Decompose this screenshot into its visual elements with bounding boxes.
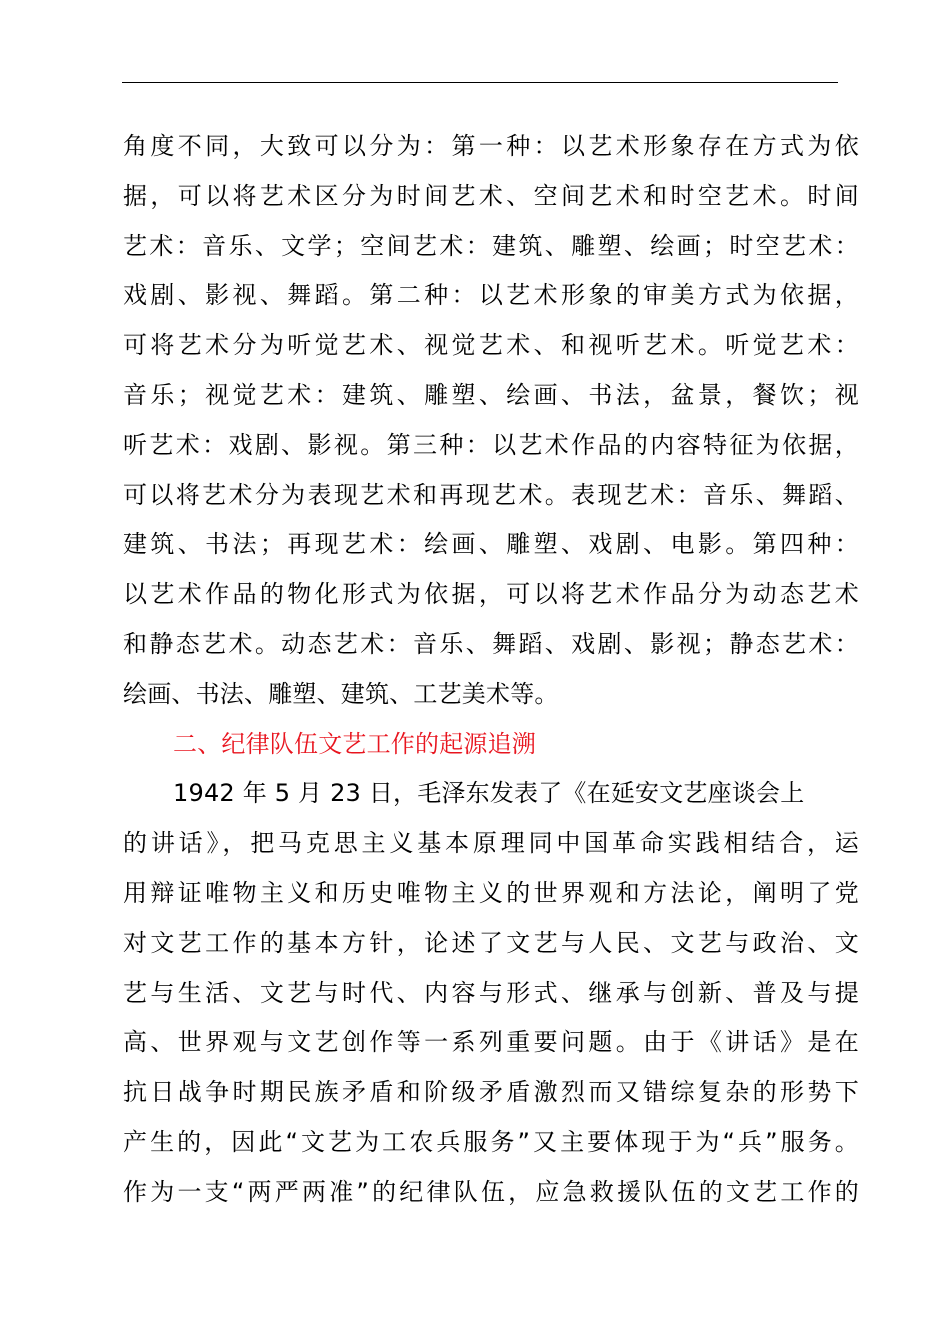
text-line: 音乐；视觉艺术：建筑、雕塑、绘画、书法，盆景，餐饮；视 [123,380,859,409]
text-line: 艺与生活、文艺与时代、内容与形式、继承与创新、普及与提 [123,978,859,1007]
text-line: 戏剧、影视、舞蹈。第二种：以艺术形象的审美方式为依据， [123,281,859,310]
text-line: 建筑、书法；再现艺术：绘画、雕塑、戏剧、电影。第四种： [123,530,859,559]
header-rule [122,82,838,83]
text-line: 产生的，因此“文艺为工农兵服务”又主要体现于为“兵”服务。 [123,1127,859,1156]
text-line: 抗日战争时期民族矛盾和阶级矛盾激烈而又错综复杂的形势下 [123,1078,859,1107]
text-line: 以艺术作品的物化形式为依据，可以将艺术作品分为动态艺术 [123,580,859,609]
text-line: 绘画、书法、雕塑、建筑、工艺美术等。 [123,679,559,708]
text-line: 可将艺术分为听觉艺术、视觉艺术、和视听艺术。听觉艺术： [123,331,859,360]
document-body [123,122,859,1218]
text-line: 艺术：音乐、文学；空间艺术：建筑、雕塑、绘画；时空艺术： [123,231,859,260]
text-line: 角度不同，大致可以分为：第一种：以艺术形象存在方式为依 [123,132,859,160]
text-line: 的讲话》，把马克思主义基本原理同中国革命实践相结合，运 [123,829,859,858]
paragraph-art-classification [123,122,859,720]
text-line: 听艺术：戏剧、影视。第三种：以艺术作品的内容特征为依据， [123,430,859,459]
text-line: 1942 年 5 月 23 日，毛泽东发表了《在延安文艺座谈会上 [173,779,805,808]
paragraph-origin [123,769,859,1217]
text-line: 可以将艺术分为表现艺术和再现艺术。表现艺术：音乐、舞蹈、 [123,480,859,509]
text-line: 对文艺工作的基本方针，论述了文艺与人民、文艺与政治、文 [123,928,859,957]
text-line: 和静态艺术。动态艺术：音乐、舞蹈、戏剧、影视；静态艺术： [123,629,859,658]
text-line: 高、世界观与文艺创作等一系列重要问题。由于《讲话》是在 [123,1028,859,1057]
text-line: 据，可以将艺术区分为时间艺术、空间艺术和时空艺术。时间 [123,181,859,210]
text-line: 用辩证唯物主义和历史唯物主义的世界观和方法论，阐明了党 [123,878,859,907]
section-heading: 二、纪律队伍文艺工作的起源追溯 [173,729,536,758]
text-line: 作为一支“两严两准”的纪律队伍，应急救援队伍的文艺工作的 [123,1177,859,1206]
